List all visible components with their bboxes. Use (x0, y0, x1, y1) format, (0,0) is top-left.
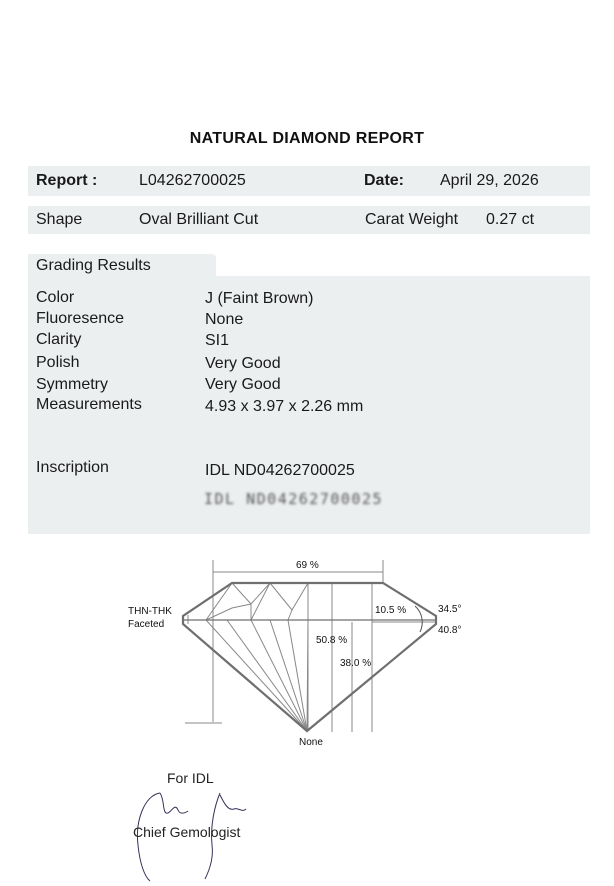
inscription-photo (204, 490, 383, 508)
report-title: NATURAL DIAMOND REPORT (189, 130, 425, 147)
grading-label-polish: Polish (36, 354, 80, 371)
inscription-value: IDL ND04262700025 (205, 462, 355, 479)
grading-value-fluorescence: None (205, 311, 244, 328)
report-date: April 29, 2026 (440, 172, 539, 189)
culet-label: None (299, 737, 323, 748)
girdle-finish-label: Faceted (128, 619, 165, 630)
for-idl-label: For IDL (167, 770, 214, 786)
girdle-label: THN-THK (128, 606, 172, 617)
grading-label-color: Color (36, 289, 75, 306)
chief-gemologist-label: Chief Gemologist (133, 824, 241, 840)
pavilion-angle-label: 40.8° (438, 625, 462, 636)
grading-value-color: J (Faint Brown) (205, 290, 314, 307)
table-percent-label: 69 % (296, 560, 319, 571)
grading-value-clarity: SI1 (205, 332, 230, 349)
proportion-diagram (110, 552, 480, 752)
inscription-label: Inscription (36, 459, 109, 476)
grading-heading: Grading Results (36, 257, 151, 274)
carat-label: Carat Weight (365, 211, 459, 228)
grading-label-symmetry: Symmetry (36, 376, 108, 393)
report-label: Report : (36, 172, 98, 189)
grading-value-symmetry: Very Good (205, 376, 281, 393)
report-number: L04262700025 (139, 172, 246, 189)
grading-label-measurements: Measurements (36, 396, 142, 413)
crown-angle-label: 34.5° (438, 604, 462, 615)
crown-height-label: 10.5 % (375, 605, 407, 616)
grading-label-clarity: Clarity (36, 331, 82, 348)
grading-value-measurements: 4.93 x 3.97 x 2.26 mm (205, 398, 364, 415)
total-depth-label: 50.8 % (316, 635, 348, 646)
grading-value-polish: Very Good (205, 355, 281, 372)
grading-label-fluorescence: Fluoresence (36, 310, 125, 327)
shape-value: Oval Brilliant Cut (139, 211, 259, 228)
inscription-photo-text: IDL ND04262700025 (204, 490, 384, 508)
date-label: Date: (364, 172, 405, 189)
shape-label: Shape (36, 211, 83, 228)
pavilion-depth-label: 38.0 % (340, 658, 372, 669)
carat-value: 0.27 ct (486, 211, 535, 228)
